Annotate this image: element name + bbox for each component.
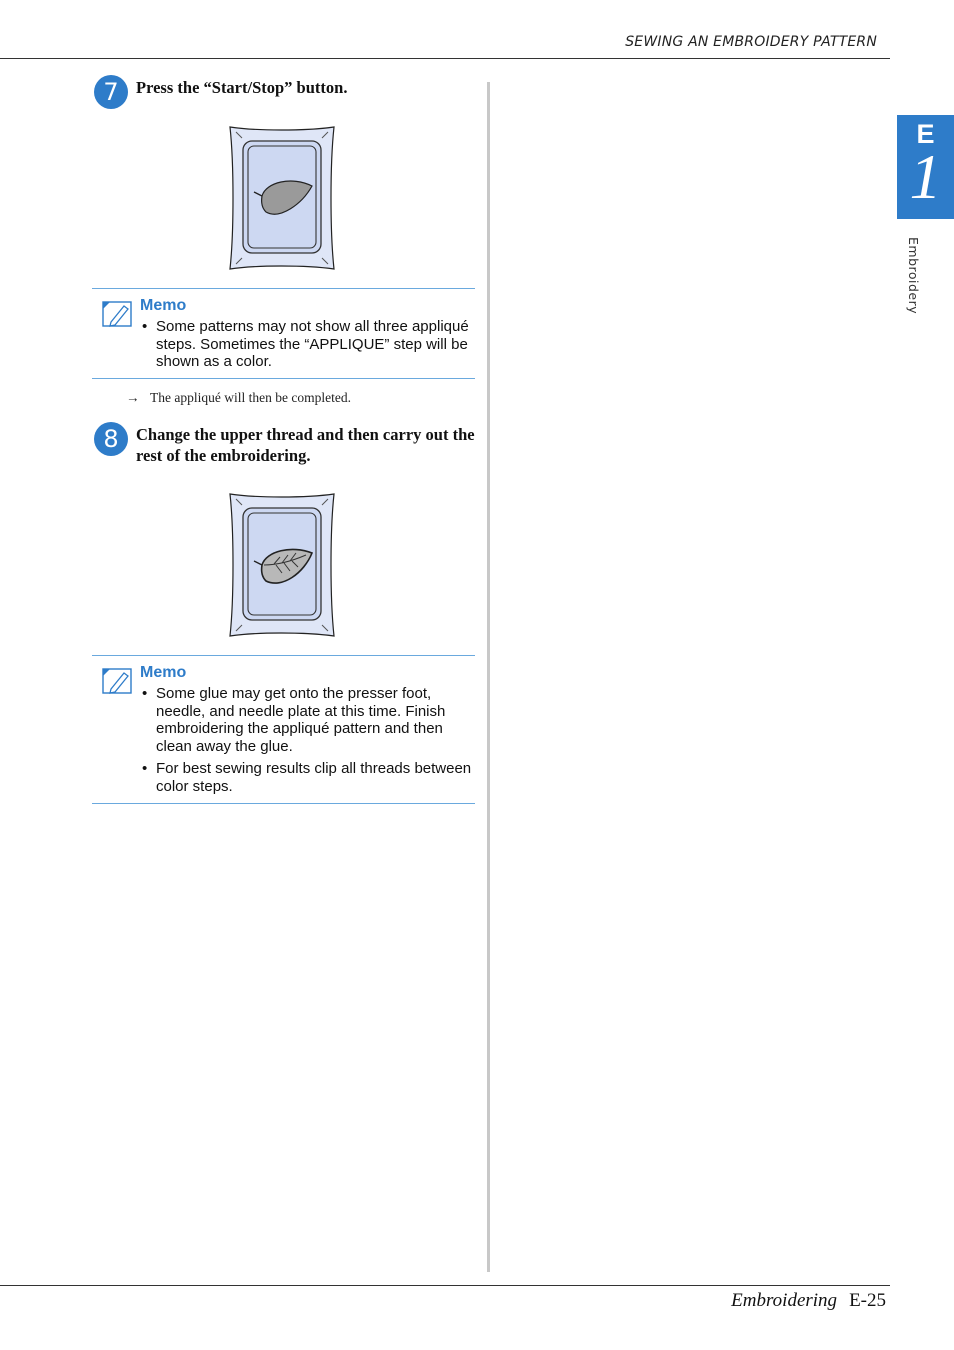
embroidery-frame-leaf-stitched-icon	[226, 491, 338, 639]
chapter-tab	[897, 115, 954, 219]
memo-1-title: Memo	[140, 297, 187, 314]
step-7-result	[126, 390, 351, 406]
memo-notepad-icon	[102, 667, 134, 695]
memo-2-list	[142, 685, 472, 801]
chapter-tab-number: 1	[909, 141, 942, 212]
step-8-instruction: Change the upper thread and then carry out the rest of the embroidering.	[136, 425, 475, 465]
result-text: The appliqué will then be completed.	[150, 390, 351, 405]
step-7-badge	[94, 75, 128, 109]
step-number: 8	[103, 425, 119, 453]
step-7-instruction: Press the “Start/Stop” button.	[136, 78, 348, 97]
step-8-badge	[94, 422, 128, 456]
footer-chapter: Embroidering	[731, 1290, 838, 1311]
header-section-title: SEWING AN EMBROIDERY PATTERN	[625, 34, 877, 50]
memo-2-item: • For best sewing results clip all threads between color steps.	[142, 760, 472, 795]
result-arrow-icon: →	[126, 390, 140, 405]
column-divider	[487, 82, 490, 1272]
embroidery-frame-leaf-outline-icon	[226, 124, 338, 272]
footer-page-number: E-25	[849, 1290, 886, 1311]
chapter-tab-letter: E	[916, 119, 935, 149]
memo-notepad-icon	[102, 300, 134, 328]
memo-1-item: • Some patterns may not show all three appliqué steps. Sometimes the “APPLIQUE” step will be shown as a color.	[142, 318, 472, 371]
memo-2-title: Memo	[140, 664, 187, 681]
memo-2-top-rule	[92, 655, 475, 656]
memo-2-bottom-rule	[92, 803, 475, 804]
memo-1-list	[142, 318, 472, 376]
header-divider	[0, 58, 890, 59]
page-footer	[731, 1290, 886, 1312]
chapter-side-label: Embroidery	[906, 237, 921, 315]
memo-1-top-rule	[92, 288, 475, 289]
memo-1-bottom-rule	[92, 378, 475, 379]
step-number: 7	[103, 78, 119, 106]
memo-2-item: • Some glue may get onto the presser foot, needle, and needle plate at this time. Finish embroidering the appliqué pattern and then clean away the glue.	[142, 685, 472, 755]
footer-divider	[0, 1285, 890, 1286]
